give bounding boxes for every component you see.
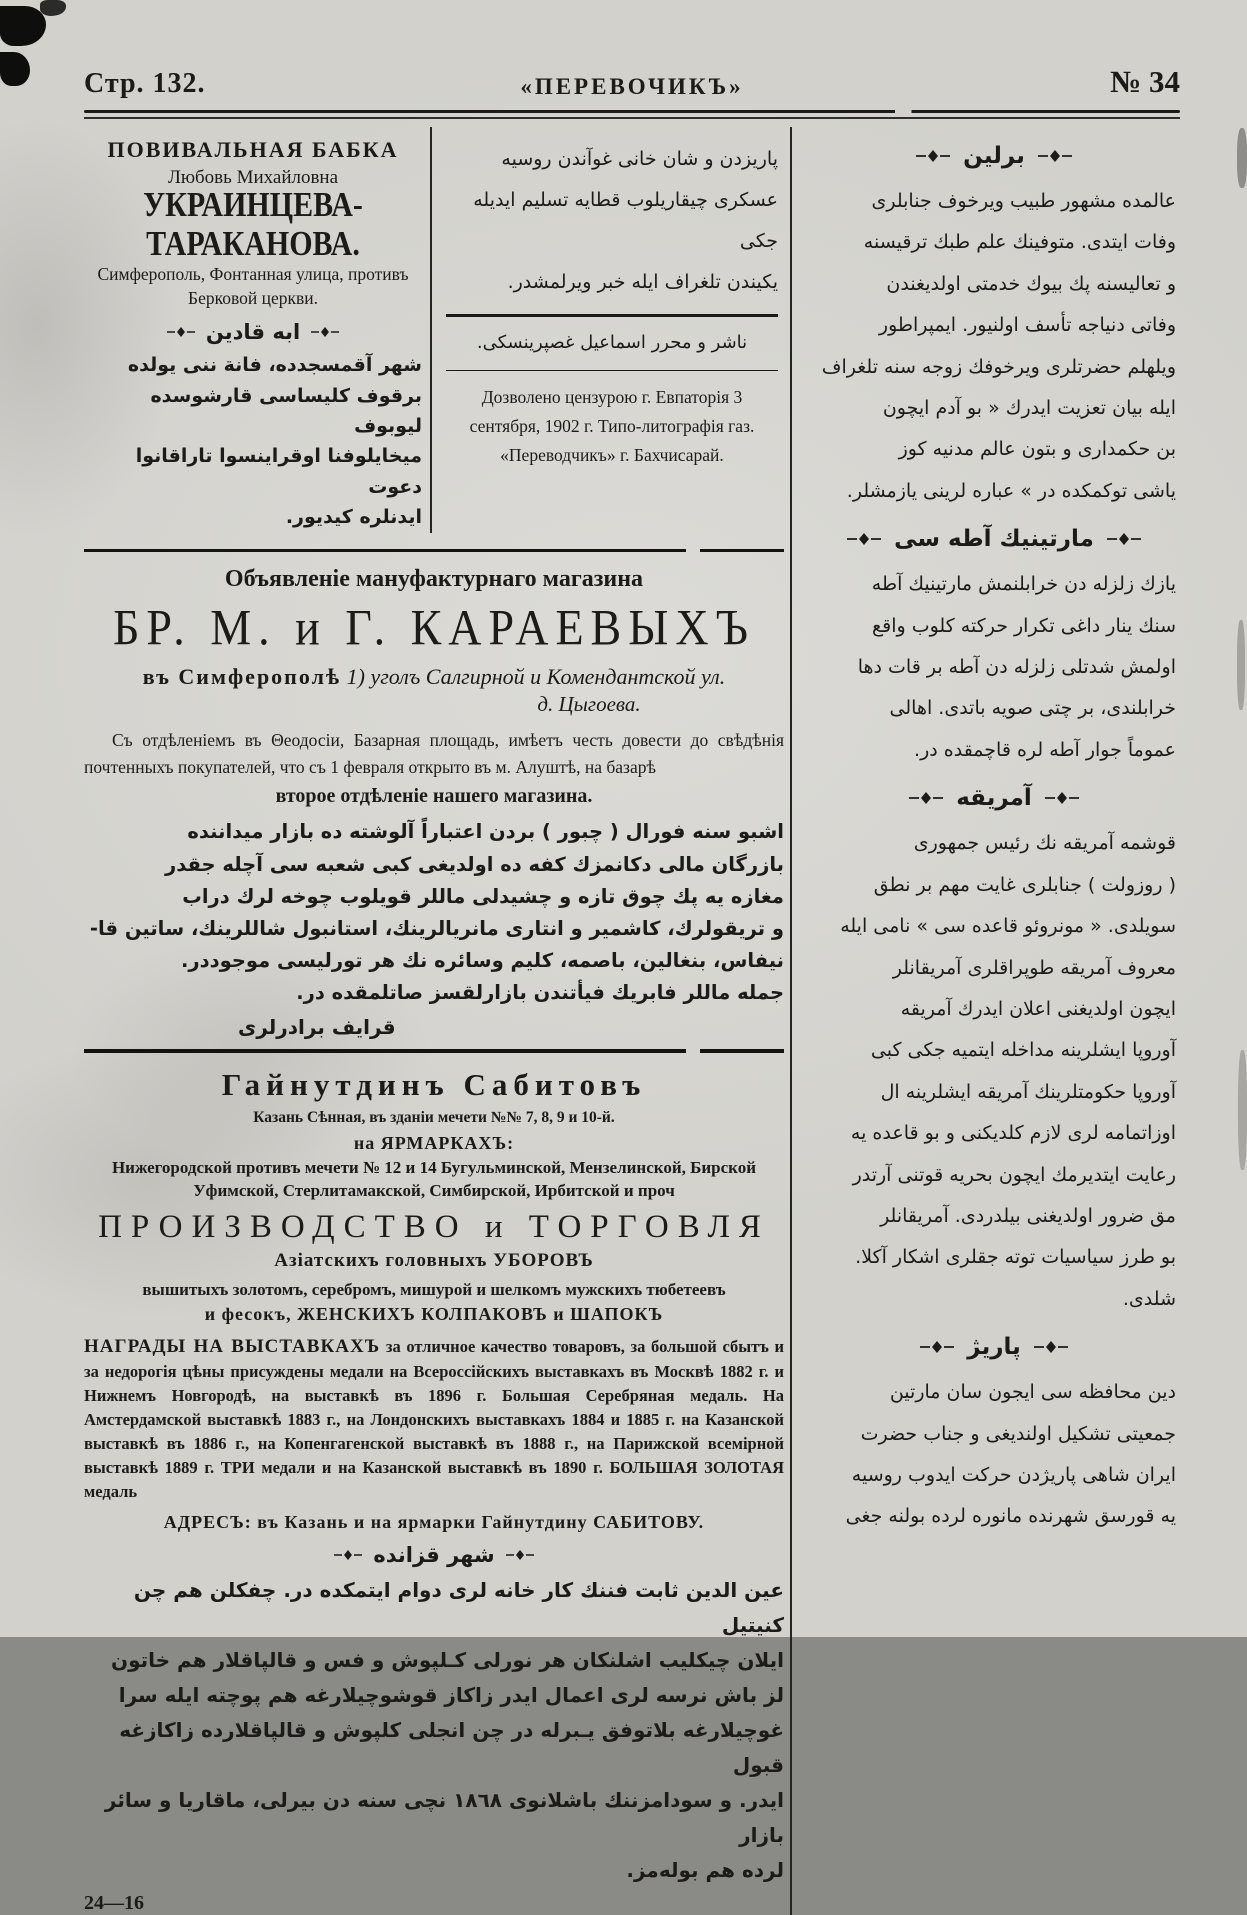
sabitov-awards-paragraph bbox=[84, 1333, 784, 1504]
midwife-arabic-text bbox=[84, 350, 422, 532]
text-line: وفات ايتدى. متوفينك علم طبك ترقيسنه bbox=[863, 231, 1176, 254]
karaev-announce: Объявленіе мануфактурнаго магазина bbox=[224, 566, 644, 593]
text-line: سنك ينار داغى تكرار حركته كلوب واقع bbox=[872, 614, 1176, 637]
text-line: اوزاتمامه لرى لازم كلديكنى و بو قاعده يه bbox=[850, 1122, 1176, 1145]
sabitov-subtitle: Казань Сѣнная, въ зданіи мечети №№ 7, 8, 9 и 10-й. bbox=[253, 1108, 615, 1126]
text-line: عالمده مشهور طبيب ويرخوف جنابلرى bbox=[871, 190, 1176, 212]
text-line: شهر آقمسجدده، فانة ننى يولده bbox=[127, 354, 422, 377]
karaev-store-name: БР. М. и Г. КАРАЕВЫХЪ bbox=[112, 599, 756, 656]
page-header bbox=[84, 44, 1180, 100]
fleuron-icon bbox=[915, 149, 951, 163]
sabitov-fairs-line2: Уфимской, Стерлитамакской, Симбирской, Ирбитской и проч bbox=[193, 1180, 675, 1200]
article-paris-body bbox=[812, 1372, 1176, 1538]
scan-blemish bbox=[40, 0, 66, 16]
sabitov-address-line: АДРЕСЪ: въ Казань и на ярмарки Гайнутдину САБИТОВУ. bbox=[163, 1511, 705, 1532]
fleuron-icon bbox=[1106, 532, 1142, 546]
midwife-address: Симферополь, Фонтанная улица, противъ Берковой церкви. bbox=[97, 264, 409, 308]
text-line: ياشى توكمكده در » عباره لرينى يازمشلر. bbox=[846, 479, 1176, 502]
karaev-street: 1) уголъ Салгирной и Комендантской ул. bbox=[346, 664, 726, 690]
news-column bbox=[790, 127, 1180, 1915]
text-line: اشبو سنه فورال ( چبور ) بردن اعتباراً آلوشته ده بازار ميداننده bbox=[187, 820, 784, 844]
text-line: بازرگان مالى دكانمزك كفه ده اولديغى كبى شعبه سى آچله جقدر bbox=[165, 852, 784, 876]
karaev-house: д. Цыгоева. bbox=[537, 692, 641, 717]
sabitov-name: Гайнутдинъ Сабитовъ bbox=[221, 1066, 647, 1102]
article-paris bbox=[812, 1334, 1176, 1538]
masthead-title: «ПЕРЕВОЧИКЪ» bbox=[520, 74, 744, 99]
article-berlin-body bbox=[812, 181, 1176, 512]
karaev-city: въ Симферополѣ bbox=[142, 664, 342, 690]
sabitov-arabic-heading-text: شهر قزانده bbox=[373, 1542, 495, 1567]
karaev-ad bbox=[84, 539, 784, 1040]
issue-number: № 34 bbox=[1110, 64, 1180, 99]
text-line: مق ضرور اولديغنى بيلدردى. آمريقانلر bbox=[880, 1204, 1176, 1227]
karaev-branch-line: второе отдѣленіе нашего магазина. bbox=[275, 785, 593, 808]
text-line: ايران شاهى پاريژدن حركت ايدوب روسيه bbox=[851, 1463, 1176, 1486]
fleuron-icon bbox=[166, 326, 196, 338]
fleuron-icon bbox=[505, 1549, 535, 1561]
karaev-location bbox=[84, 664, 784, 690]
sabitov-fairs-label: на ЯРМАРКАХЪ: bbox=[353, 1132, 515, 1153]
text-line: يكيندن تلغراف ايله خبر ويرلمشدر. bbox=[507, 270, 778, 293]
text-line: آوروپا حكومتلرينك آمريقه ايشلرينه ال bbox=[880, 1080, 1176, 1103]
header-rules bbox=[84, 110, 1180, 119]
telegram-notice-arabic bbox=[446, 139, 778, 302]
text-line: مغازه يه پك چوق تازه و چشيدلى ماللر قويلوب چوخه لرك دراب bbox=[182, 884, 784, 908]
text-line: جمعيتى تشكيل اولنديغى و جناب حضرت bbox=[860, 1422, 1176, 1445]
text-line: ايلان چيكليب اشلنكان هر نورلى كـلپوش و فس و قالپاقلار هم خاتون bbox=[111, 1647, 784, 1672]
text-line: عسكرى چيقاريلوب قطايه تسليم ايديله جكى bbox=[473, 188, 778, 252]
article-america-heading bbox=[812, 785, 1176, 811]
ad-reference-mark: 24—16 bbox=[84, 1891, 144, 1914]
article-america bbox=[812, 785, 1176, 1320]
article-martinique-heading bbox=[812, 526, 1176, 552]
article-heading-text: برلين bbox=[963, 143, 1025, 169]
sabitov-production-title: ПРОИЗВОДСТВО и ТОРГОВЛЯ bbox=[98, 1208, 770, 1245]
text-line: لز باش نرسه لرى اعمال ايدر زاكاز قوشوچيلارغه هم پوچته ايله سرا bbox=[118, 1682, 784, 1707]
article-berlin-heading bbox=[812, 143, 1176, 169]
article-martinique bbox=[812, 526, 1176, 771]
fleuron-icon bbox=[310, 326, 340, 338]
scan-blemish bbox=[0, 52, 30, 86]
scan-blemish bbox=[1238, 1050, 1247, 1170]
article-heading-text: آمريقه bbox=[956, 785, 1032, 812]
karaev-arabic-text bbox=[84, 816, 784, 1009]
fleuron-icon bbox=[846, 532, 882, 546]
scan-blemish bbox=[0, 6, 46, 46]
text-line: سويلدى. « مونروئو قاعده سى » نامى ايله bbox=[840, 915, 1176, 938]
fleuron-icon bbox=[908, 791, 944, 805]
text-line: ويلهلم حضرتلرى ويرخوفك زوجه سنه تلغراف bbox=[821, 355, 1176, 378]
fleuron-icon bbox=[1033, 1340, 1069, 1354]
censor-notice: Дозволено цензурою г. Евпаторія 3 сентября, 1902 г. Типо-литографія газ. «Переводчикъ» г. Бахчисарай. bbox=[469, 387, 755, 465]
text-line: رعايت ايتديرمك ايچون بحريه قوتنى آرتدر bbox=[852, 1163, 1176, 1186]
sabitov-fairs-line1: Нижегородской противъ мечети № 12 и 14 Бугульминской, Мензелинской, Бирской bbox=[111, 1157, 757, 1177]
text-line: بو طرز سياسيات توته جقلرى اشكار آكلا. bbox=[855, 1246, 1176, 1269]
fleuron-icon bbox=[1037, 149, 1073, 163]
text-line: ايله بيان تعزيت ايدرك « بو آدم ايچون bbox=[882, 397, 1176, 420]
text-line: و تريقولرك، كاشمير و انتارى مانريالرينك، استانبول شاللرينك، ساتين قا- bbox=[89, 916, 784, 940]
notice-column bbox=[430, 127, 784, 533]
text-line: شلدى. bbox=[1122, 1287, 1176, 1310]
sabitov-goods-line3: и фесокъ, ЖЕНСКИХЪ КОЛПАКОВЪ и ШАПОКЪ bbox=[204, 1303, 664, 1324]
divider-rule bbox=[446, 314, 778, 317]
text-line: بن حكمدارى و بتون عالم مدنيه كوز bbox=[898, 438, 1176, 461]
article-berlin bbox=[812, 143, 1176, 512]
sabitov-arabic-heading bbox=[84, 1543, 784, 1567]
midwife-arabic-heading-text: ابه قادين bbox=[205, 320, 301, 345]
midwife-ad-title: ПОВИВАЛЬНАЯ БАБКА bbox=[107, 137, 399, 162]
article-paris-heading bbox=[812, 1334, 1176, 1360]
midwife-arabic-heading bbox=[84, 320, 422, 344]
sabitov-arabic-text bbox=[84, 1573, 784, 1888]
article-martinique-body bbox=[812, 564, 1176, 771]
fleuron-icon bbox=[919, 1340, 955, 1354]
publisher-line: ناشر و محرر اسماعيل غصپرينسكى. bbox=[476, 331, 748, 353]
sabitov-awards-lead: НАГРАДЫ НА ВЫСТАВКАХЪ bbox=[84, 1335, 381, 1357]
sabitov-goods-line2: вышитыхъ золотомъ, серебромъ, мишурой и шелкомъ мужскихъ тюбетеевъ bbox=[142, 1279, 726, 1299]
heavy-rule bbox=[84, 1049, 784, 1053]
sabitov-awards-text: за отличное качество товаровъ, за большой сбытъ и за недорогія цѣны присуждены медали на Всероссійскихъ выставкахъ въ Москвѣ 1882 г. и Нижнемъ Новгородѣ, на выставкѣ въ 1896 г. Большая Серебряная медаль. На Амстердамской выставкѣ 1883 г., на Лондонскихъ выставкахъ 1884 и 1885 г. на Казанской выставкѣ въ 1886 г., на Копенгагенской выставкѣ въ 1888 г., на Парижской всемірной выставкѣ 1889 г. ТРИ медали и на Казанской выставкѣ въ 1890 г. БОЛЬШАЯ ЗОЛОТАЯ медаль bbox=[84, 1336, 784, 1502]
text-line: نيفاس، بنغالين، باصمه، كليم وسائره نك هر تورليسى موجوددر. bbox=[180, 949, 784, 973]
text-line: دين محافظه سى ايجون سان مارتين bbox=[889, 1381, 1176, 1404]
text-line: ( روزولت ) جنابلرى غايت مهم بر نطق bbox=[873, 873, 1176, 896]
text-line: خرابلندى، بر چتى صويه باتدى. اهالى bbox=[889, 697, 1176, 720]
scan-blemish bbox=[1237, 620, 1245, 710]
text-line: پاريزدن و شان خانى غوآندن روسيه bbox=[501, 148, 778, 170]
text-line: عموماً جوار آطه لره قاچمقده در. bbox=[914, 738, 1176, 761]
text-line: جمله ماللر فابريك فيأتندن بازارلقسز صاتلمقده در. bbox=[296, 981, 784, 1005]
text-line: عين الدين ثابت فننك كار خانه لرى دوام ايتمكده در. چفكلن هم چن كنيتيل bbox=[133, 1577, 784, 1637]
text-line: ميخايلوفنا اوقراينسوا تاراقانوا دعوت bbox=[135, 445, 422, 498]
fleuron-icon bbox=[1044, 791, 1080, 805]
midwife-ad bbox=[84, 127, 430, 533]
heavy-rule bbox=[84, 549, 784, 553]
sabitov-goods-line1: Азіатскихъ головныхъ УБОРОВЪ bbox=[274, 1249, 594, 1271]
text-line: وفاتى دنياجه تأسف اولنيور. ايمپراطور bbox=[878, 314, 1176, 337]
text-line: معروف آمريقه طوپراقلرى آمريقانلر bbox=[892, 956, 1176, 979]
article-heading-text: مارتينيك آطه سى bbox=[894, 526, 1094, 553]
page-number: Стр. 132. bbox=[84, 68, 206, 99]
divider-rule bbox=[446, 370, 778, 372]
text-line: لرده هم بولەمز. bbox=[626, 1857, 784, 1882]
midwife-name: Любовь Михайловна bbox=[167, 167, 339, 188]
text-line: و تعاليسنه پك بيوك خدمتى اولديغندن bbox=[886, 272, 1176, 295]
left-area bbox=[84, 127, 784, 1915]
karaev-paragraph: Съ отдѣленіемъ въ Θеодосіи, Базарная площадь, имѣетъ честь довести до свѣдѣнія почтенныхъ покупателей, что съ 1 февраля открыто въ м. Алуштѣ, на базарѣ bbox=[84, 730, 784, 778]
text-line: آوروپا ايشلرينه مداخله ايتميه جكى كبى bbox=[870, 1039, 1176, 1062]
text-line: قوشمه آمريقه نك رئيس جمهورى bbox=[913, 832, 1176, 855]
text-line: يه قورسق شهرنده مانوره لرده بولنه جغى bbox=[845, 1505, 1176, 1528]
text-line: غوچيلارغه بلاتوفق يـبرله در چن انجلى كلپوش و قالپاقلارده زاكازغه قبول bbox=[119, 1717, 784, 1777]
scan-blemish bbox=[1237, 128, 1247, 188]
karaev-signature: قرايف برادرلرى bbox=[238, 1015, 396, 1040]
article-america-body bbox=[812, 823, 1176, 1320]
text-line: يازك زلزله دن خرابلنمش مارتينيك آطه bbox=[871, 573, 1176, 596]
text-line: ايدنلره كيديور. bbox=[285, 506, 422, 529]
text-line: ايدر. و سودامزننك باشلانوى ١٨٦٨ نچى سنه دن بيرلى، ماقاريا و سائر بازار bbox=[104, 1787, 784, 1847]
text-line: برقوف كليساسى قارشوسده ليوبوف bbox=[150, 384, 422, 438]
article-heading-text: پاريژ bbox=[967, 1334, 1021, 1361]
text-line: اولمش شدتلى زلزله دن آطه بر قات دها bbox=[857, 656, 1176, 679]
text-line: ايچون اولديغنى اعلان ايدرك آمريقه bbox=[900, 997, 1176, 1020]
fleuron-icon bbox=[333, 1549, 363, 1561]
sabitov-ad bbox=[84, 1049, 784, 1915]
midwife-surname: УКРАИНЦЕВА-ТАРАКАНОВА. bbox=[143, 185, 363, 263]
